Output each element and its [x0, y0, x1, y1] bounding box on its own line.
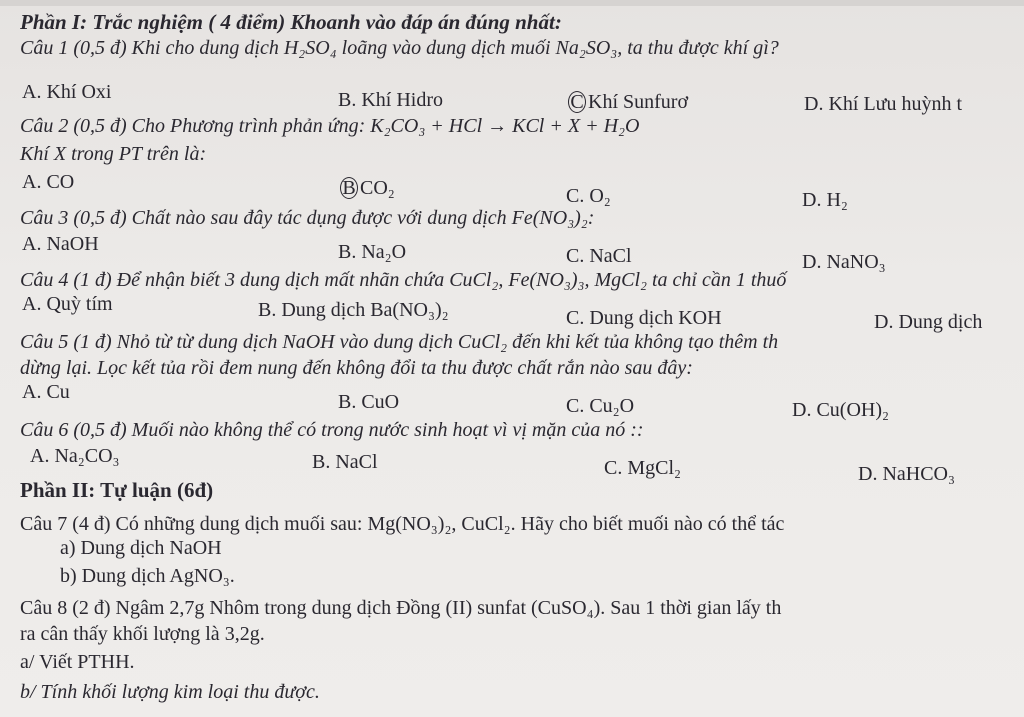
- q4-stem: Câu 4 (1 đ) Để nhận biết 3 dung dịch mất nhãn chứa CuCl₂, Fe(NO₃)₃, MgCl₂ ta chỉ cần 1 thuố: [20, 269, 787, 291]
- q7-stem: Câu 7 (4 đ) Có những dung dịch muối sau: Mg(NO₃)₂, CuCl₂. Hãy cho biết muối nào có thể tác: [20, 513, 785, 535]
- page-top-edge: [0, 0, 1024, 6]
- q2-stem2: Khí X trong PT trên là:: [20, 143, 207, 165]
- q2-stem: Câu 2 (0,5 đ) Cho Phương trình phản ứng: K₂CO₃ + HCl → KCl + X + H₂O: [20, 115, 640, 137]
- q3-option-c: C. NaCl: [566, 245, 632, 267]
- q4-option-b: B. Dung dịch Ba(NO₃)₂: [258, 299, 449, 321]
- q3-option-a: A. NaOH: [22, 233, 99, 255]
- q1-stem: Câu 1 (0,5 đ) Khi cho dung dịch H₂SO₄ loãng vào dung dịch muối Na₂SO₃, ta thu được khí gì?: [20, 37, 779, 59]
- part2-title: Phần II: Tự luận (6đ): [20, 478, 214, 502]
- q3-stem: Câu 3 (0,5 đ) Chất nào sau đây tác dụng được với dung dịch Fe(NO₃)₂:: [20, 207, 595, 229]
- q2-option-d: D. H₂: [802, 189, 848, 211]
- q5-stem: Câu 5 (1 đ) Nhỏ từ từ dung dịch NaOH vào dung dịch CuCl₂ đến khi kết tủa không tạo thêm th: [20, 331, 779, 353]
- q6-option-c: C. MgCl₂: [604, 457, 681, 479]
- q1-circle-mark: C: [568, 91, 586, 113]
- q2-option-a: A. CO: [22, 171, 75, 193]
- q1-option-d: D. Khí Lưu huỳnh t: [804, 93, 963, 115]
- part1-title: Phần I: Trắc nghiệm ( 4 điểm) Khoanh vào đáp án đúng nhất:: [20, 10, 562, 34]
- q2-option-c: C. O₂: [566, 185, 611, 207]
- q2-option-b-text: CO₂: [360, 177, 395, 199]
- q1-option-c: [568, 90, 688, 114]
- q3-option-b: B. Na₂O: [338, 241, 407, 263]
- q1-option-a: A. Khí Oxi: [22, 81, 112, 103]
- q7-item-a: a) Dung dịch NaOH: [60, 537, 222, 559]
- q8-stem2: ra cân thấy khối lượng là 3,2g.: [20, 623, 265, 645]
- q6-option-b: B. NaCl: [312, 451, 378, 473]
- q5-option-c: C. Cu₂O: [566, 395, 635, 417]
- q6-option-d: D. NaHCO₃: [858, 463, 955, 485]
- q1-option-c-text: Khí Sunfurơ: [588, 91, 689, 113]
- q8-item-b: b/ Tính khối lượng kim loại thu được.: [20, 681, 320, 703]
- q6-option-a: A. Na₂CO₃: [30, 445, 120, 467]
- q4-option-c: C. Dung dịch KOH: [566, 307, 722, 329]
- q7-item-b: b) Dung dịch AgNO₃.: [60, 565, 235, 587]
- q6-stem: [20, 418, 644, 442]
- q5-option-b: B. CuO: [338, 391, 400, 413]
- q5-option-a: A. Cu: [22, 381, 70, 403]
- q4-option-a: A. Quỳ tím: [22, 293, 113, 315]
- q8-stem: Câu 8 (2 đ) Ngâm 2,7g Nhôm trong dung dịch Đồng (II) sunfat (CuSO₄). Sau 1 thời gian lấy th: [20, 597, 782, 619]
- q3-option-d: D. NaNO₃: [802, 251, 886, 273]
- q1-option-b: B. Khí Hidro: [338, 89, 443, 111]
- q4-option-d: D. Dung dịch: [874, 311, 983, 333]
- q2-circle-mark: B: [340, 177, 358, 199]
- q2-option-b: [340, 176, 395, 200]
- q6-stem-text: Câu 6 (0,5 đ) Muối nào không thể có trong nước sinh hoạt vì vị mặn của nó ::: [20, 419, 644, 441]
- q5-stem2: dừng lại. Lọc kết tủa rồi đem nung đến không đổi ta thu được chất rắn nào sau đây:: [20, 357, 693, 379]
- q5-option-d: D. Cu(OH)₂: [792, 399, 889, 421]
- q8-item-a: a/ Viết PTHH.: [20, 651, 135, 673]
